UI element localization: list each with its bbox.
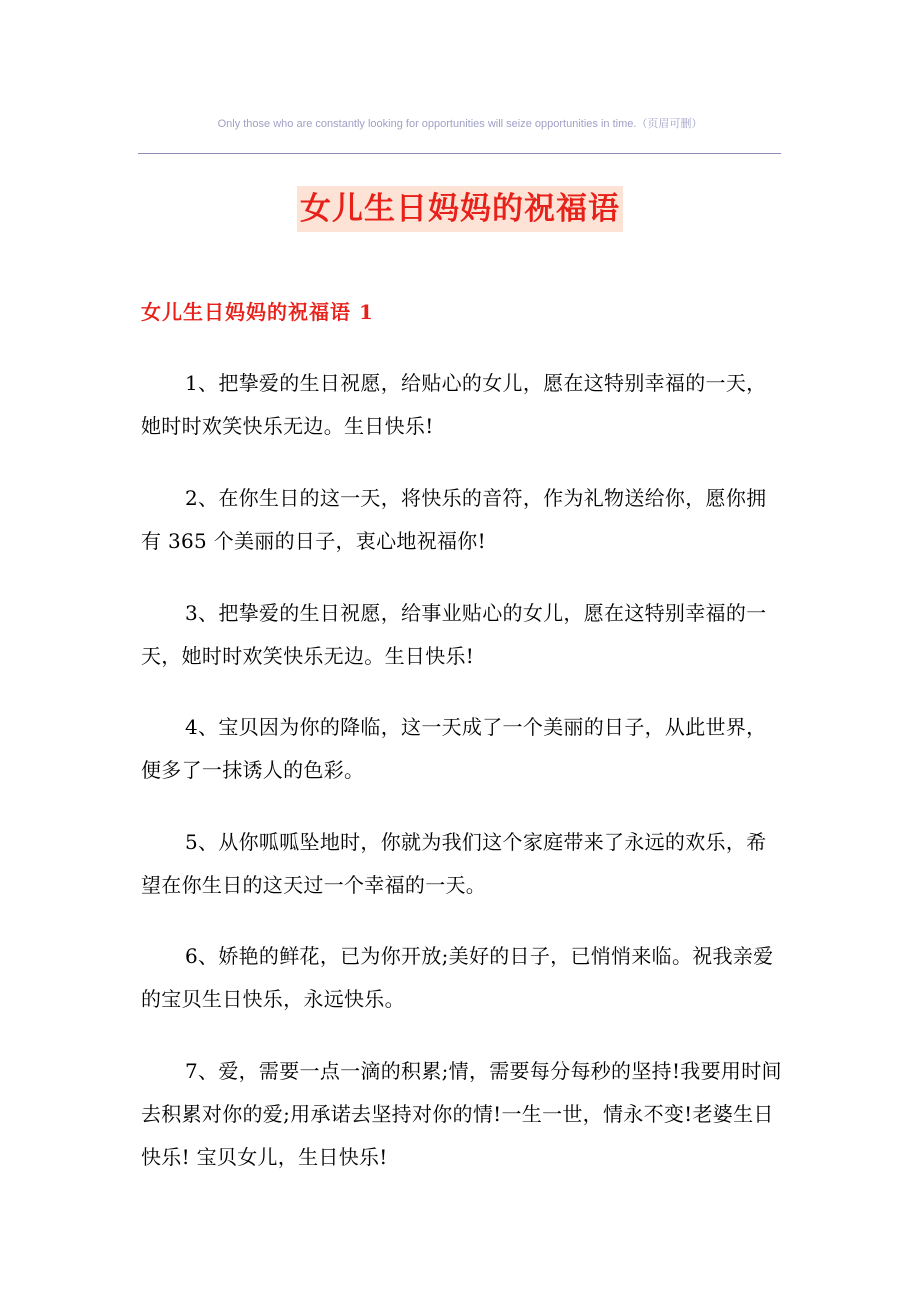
header-divider bbox=[138, 153, 781, 154]
paragraph-3: 3、把挚爱的生日祝愿，给事业贴心的女儿，愿在这特别幸福的一天，她时时欢笑快乐无边。生日快乐! bbox=[141, 601, 767, 668]
document-title-text: 女儿生日妈妈的祝福语 bbox=[297, 186, 623, 232]
paragraph-1: 1、把挚爱的生日祝愿，给贴心的女儿，愿在这特别幸福的一天，她时时欢笑快乐无边。生日快乐! bbox=[141, 371, 767, 438]
document-title bbox=[0, 186, 920, 232]
paragraph-2: 2、在你生日的这一天，将快乐的音符，作为礼物送给你，愿你拥有 365 个美丽的日子，衷心地祝福你! bbox=[141, 486, 767, 553]
paragraph-5: 5、从你呱呱坠地时，你就为我们这个家庭带来了永远的欢乐，希望在你生日的这天过一个幸福的一天。 bbox=[141, 830, 767, 897]
paragraph-4: 4、宝贝因为你的降临，这一天成了一个美丽的日子，从此世界，便多了一抹诱人的色彩。 bbox=[141, 715, 767, 782]
section-heading: 女儿生日妈妈的祝福语 1 bbox=[141, 300, 374, 324]
paragraph-7: 7、爱，需要一点一滴的积累;情，需要每分每秒的坚持!我要用时间去积累对你的爱;用承诺去坚持对你的情!一生一世，情永不变!老婆生日快乐! 宝贝女儿，生日快乐! bbox=[141, 1059, 782, 1169]
paragraph-6: 6、娇艳的鲜花，已为你开放;美好的日子，已悄悄来临。祝我亲爱的宝贝生日快乐，永远快乐。 bbox=[141, 944, 774, 1011]
page-header-note: Only those who are constantly looking for opportunities will seize opportunities in time.（页眉可删） bbox=[217, 118, 703, 130]
